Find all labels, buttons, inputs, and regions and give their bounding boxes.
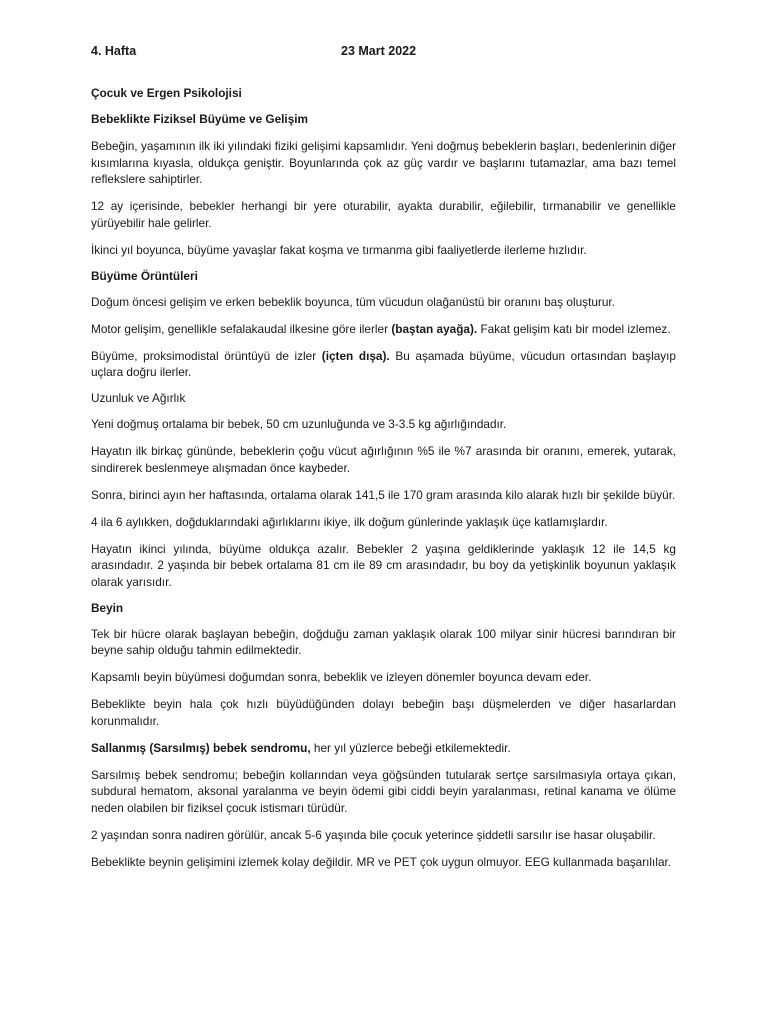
brain-paragraph-1: Tek bir hücre olarak başlayan bebeğin, doğduğu zaman yaklaşık olarak 100 milyar sinir hücresi barındıran bir beyne sahip olduğu tahmin edilmektedir. (91, 626, 676, 657)
length-weight-paragraph-2: Hayatın ilk birkaç gününde, bebeklerin çoğu vücut ağırlığının %5 ile %7 arasında bir oranını, emerek, yutarak, sindirerek beslenmeye alışmadan önce kaybeder. (91, 444, 676, 475)
date-label: 23 Mart 2022 (341, 44, 417, 58)
brain-paragraph-4 (91, 740, 676, 757)
brain-heading: Beyin (91, 600, 124, 615)
brain-paragraph-3: Bebeklikte beyin hala çok hızlı büyüdüğünden dolayı bebeğin başı düşmelerden ve diğer hasarlardan korunmalıdır. (91, 697, 676, 728)
length-weight-paragraph-5: Hayatın ikinci yılında, büyüme oldukça azalır. Bebekler 2 yaşına geldiklerinde yaklaşık 12 ile 14,5 kg arasındadır. 2 yaşında bir bebek ortalama 81 cm ile 89 cm arasındadır, bu boy da yetişkinlik boyunun yaklaşık olarak yarısıdır. (91, 541, 676, 589)
length-weight-paragraph-3: Sonra, birinci ayın her haftasında, ortalama olarak 141,5 ile 170 gram arasında kilo alarak hızlı bir şekilde büyür. (91, 487, 676, 502)
intro-paragraph-1: Bebeğin, yaşamının ilk iki yılındaki fiziki gelişimi kapsamlıdır. Yeni doğmuş bebeklerin başları, bedenlerinin diğer kısımlarına kıyasla, oldukça geniştir. Boyunlarında çok az güç vardır ve başlarını tutamazlar, ama bazı temel reflekslere sahiptirler. (91, 139, 676, 186)
bold-text: (baştan ayağa). (391, 321, 478, 336)
week-label: 4. Hafta (91, 44, 137, 58)
text-span: Büyüme, proksimodistal örüntüyü de izler (91, 348, 322, 363)
length-weight-paragraph-1: Yeni doğmuş ortalama bir bebek, 50 cm uzunluğunda ve 3-3.5 kg ağırlığındadır. (91, 417, 507, 431)
brain-paragraph-6: 2 yaşından sonra nadiren görülür, ancak 5-6 yaşında bile çocuk yeterince şiddetli sarsılır ise hasar oluşabilir. (91, 827, 656, 842)
text-span: Motor gelişim, genellikle sefalakaudal ilkesine göre ilerler (91, 321, 392, 336)
growth-patterns-paragraph-2 (91, 321, 676, 338)
course-title: Çocuk ve Ergen Psikolojisi (91, 86, 242, 100)
growth-patterns-paragraph-1: Doğum öncesi gelişim ve erken bebeklik boyunca, tüm vücudun olağanüstü bir oranını baş oluşturur. (91, 294, 615, 309)
intro-paragraph-3: İkinci yıl boyunca, büyüme yavaşlar fakat koşma ve tırmanma gibi faaliyetlerde ilerleme hızlıdır. (91, 242, 587, 257)
page-header (91, 36, 676, 56)
brain-paragraph-2: Kapsamlı beyin büyümesi doğumdan sonra, bebeklik ve izleyen dönemler boyunca devam eder. (91, 670, 592, 684)
length-weight-heading: Uzunluk ve Ağırlık (91, 391, 186, 405)
text-span: her yıl yüzlerce bebeği etkilemektedir. (310, 740, 511, 755)
bold-text: (içten dışa). (321, 348, 390, 363)
bold-text: Sallanmış (Sarsılmış) bebek sendromu, (91, 740, 311, 755)
brain-paragraph-7: Bebeklikte beynin gelişimini izlemek kolay değildir. MR ve PET çok uygun olmuyor. EEG kullanmada başarılılar. (91, 854, 672, 869)
intro-paragraph-2: 12 ay içerisinde, bebekler herhangi bir yere oturabilir, ayakta durabilir, eğilebilir, tırmanabilir ve genellikle yürüyebilir hale gelirler. (91, 199, 676, 230)
brain-paragraph-5: Sarsılmış bebek sendromu; bebeğin kollarından veya göğsünden tutularak sertçe sarsılmasıyla ortaya çıkan, subdural hematom, aksonal yaralanma ve beyin ödemi gibi ciddi beyin yaralanması, retinal kanama ve ölüme neden olabilen bir fiziksel çocuk istismarı türüdür. (91, 767, 676, 815)
length-weight-paragraph-4: 4 ila 6 aylıkken, doğduklarındaki ağırlıklarını ikiye, ilk doğum günlerinde yaklaşık üçe katlamışlardır. (91, 514, 608, 529)
document-page (91, 36, 676, 869)
text-span: Bu aşamada büyüme, vücudun ortasından başlayıp uçlara doğru ilerler. (91, 348, 676, 379)
section-title: Bebeklikte Fiziksel Büyüme ve Gelişim (91, 112, 309, 126)
growth-patterns-heading: Büyüme Örüntüleri (91, 268, 198, 283)
document-body (91, 86, 676, 881)
text-span: Fakat gelişim katı bir model izlemez. (477, 321, 671, 336)
growth-patterns-paragraph-3 (91, 348, 676, 381)
